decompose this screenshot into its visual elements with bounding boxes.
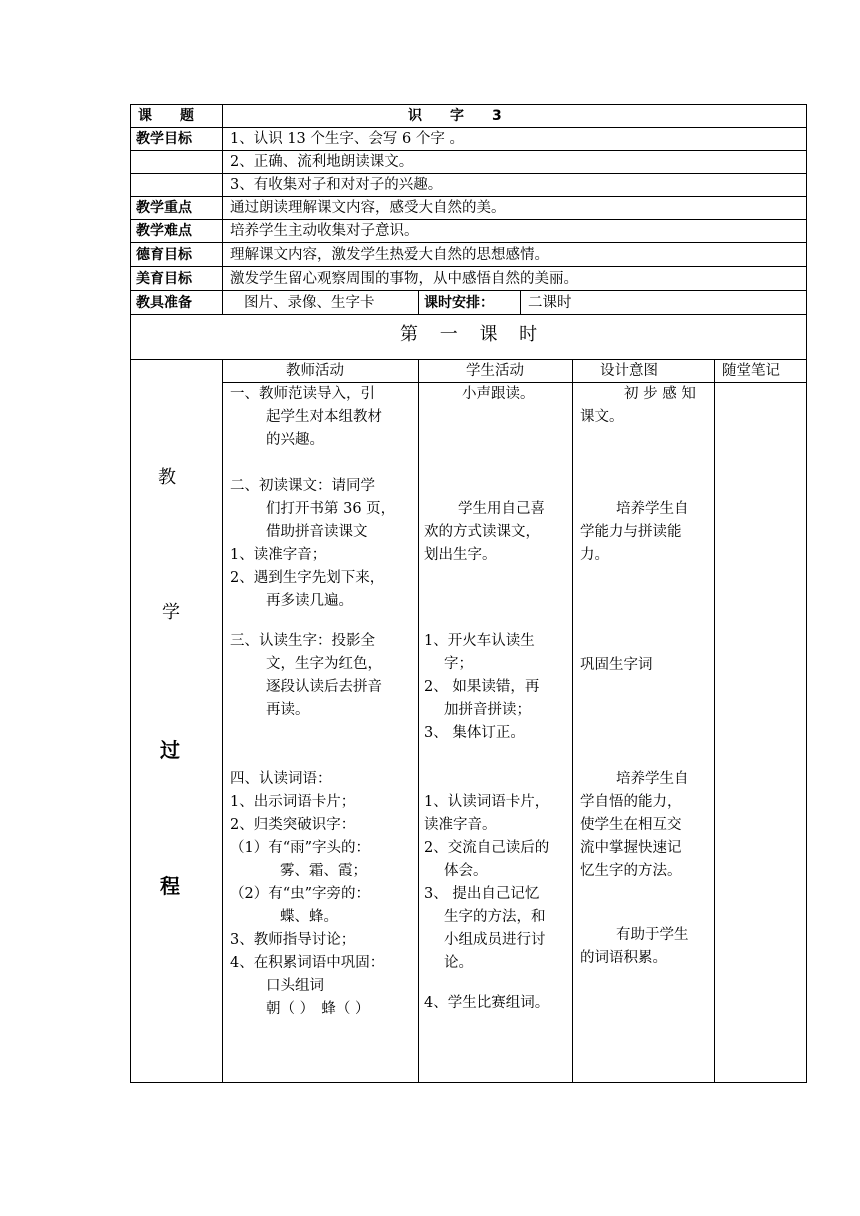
- student-activities: [424, 992, 549, 1015]
- rule: [130, 266, 807, 267]
- teacher-line: 逐段认读后去拼音: [266, 679, 382, 695]
- row-value: 理解课文内容，激发学生热爱大自然的思想感情。: [230, 247, 549, 263]
- rule: [130, 196, 807, 197]
- intent-line: 学自悟的能力，: [580, 794, 682, 810]
- student-line: 欢的方式读课文，: [424, 524, 540, 540]
- design-intent: [580, 924, 689, 970]
- teacher-activities: [230, 630, 382, 722]
- intent-line: 力。: [580, 547, 609, 563]
- teacher-line: 3、教师指导讨论；: [230, 932, 356, 948]
- student-line: 1、开火车认读生: [424, 633, 535, 649]
- rule: [806, 104, 807, 1083]
- rule: [130, 359, 807, 360]
- rule: [572, 359, 573, 1083]
- rule: [222, 359, 223, 1083]
- intent-line: 学能力与拼读能: [580, 524, 682, 540]
- section-title: 第 一 课 时: [400, 324, 546, 345]
- student-activities: [424, 791, 549, 975]
- intent-line: 培养学生自: [616, 501, 689, 517]
- rule: [130, 314, 807, 315]
- column-header: 学生活动: [466, 363, 524, 379]
- row-value: 通过朗读理解课文内容，感受大自然的美。: [230, 200, 506, 216]
- row-label: 教学重点: [136, 200, 192, 216]
- teacher-line: （2）有“虫”字旁的：: [230, 886, 371, 902]
- row-value: 1、认识 13 个生字、会写 6 个字 。: [230, 131, 464, 147]
- teacher-line: 四、认读词语：: [230, 771, 332, 787]
- student-line: 学生用自己喜: [458, 501, 545, 517]
- schedule-value: 二课时: [528, 295, 572, 311]
- student-line: 2、 如果读错，再: [424, 679, 540, 695]
- rule: [418, 290, 419, 314]
- row-value: 培养学生主动收集对子意识。: [230, 223, 419, 239]
- column-header: 随堂笔记: [722, 363, 780, 379]
- rule: [418, 359, 419, 1083]
- rule: [130, 290, 807, 291]
- teacher-line: 再多读几遍。: [266, 593, 353, 609]
- teacher-line: 1、出示词语卡片；: [230, 794, 356, 810]
- intent-line: 的词语积累。: [580, 950, 667, 966]
- student-activities: [462, 383, 535, 406]
- student-line: 小组成员进行讨: [444, 932, 546, 948]
- student-line: 2、交流自己读后的: [424, 840, 550, 856]
- student-line: 划出生字。: [424, 547, 497, 563]
- rule: [130, 1082, 807, 1083]
- row-label: 美育目标: [136, 271, 192, 287]
- student-line: 体会。: [444, 863, 488, 879]
- student-line: 3、 集体订正。: [424, 725, 525, 741]
- student-line: 小声跟读。: [462, 386, 535, 402]
- student-line: 论。: [444, 955, 473, 971]
- student-activities: [424, 498, 545, 567]
- student-line: 4、学生比赛组词。: [424, 995, 550, 1011]
- teacher-line: 一、教师范读导入，引: [230, 386, 375, 402]
- row-label: 教学难点: [136, 223, 192, 239]
- student-line: 生字的方法，和: [444, 909, 546, 925]
- student-activities: [424, 630, 539, 745]
- design-intent: [580, 383, 696, 429]
- rule: [130, 127, 807, 128]
- intent-line: 忆生字的方法。: [580, 863, 682, 879]
- intent-line: 使学生在相互交: [580, 817, 682, 833]
- teacher-activities: [230, 383, 382, 452]
- column-header: 教师活动: [286, 363, 344, 379]
- row-label: 德育目标: [136, 247, 192, 263]
- student-line: 1、认读词语卡片，: [424, 794, 550, 810]
- rule: [130, 104, 131, 1083]
- teacher-line: 借助拼音读课文: [266, 524, 368, 540]
- teacher-line: 蝶、蜂。: [280, 909, 338, 925]
- rule: [130, 242, 807, 243]
- tools-label: 教具准备: [136, 295, 192, 311]
- intent-line: 巩固生字词: [580, 657, 653, 673]
- topic-value: 识 字 3: [408, 108, 502, 124]
- teacher-line: 2、归类突破识字：: [230, 817, 356, 833]
- row-value: 2、正确、流利地朗读课文。: [230, 154, 414, 170]
- column-header: 设计意图: [600, 363, 658, 379]
- process-char: 学: [162, 602, 180, 623]
- rule: [520, 290, 521, 314]
- student-line: 字；: [444, 656, 473, 672]
- intent-line: 培养学生自: [616, 771, 689, 787]
- process-char: 程: [160, 874, 180, 898]
- process-char: 教: [158, 467, 176, 488]
- teacher-line: 4、在积累词语中巩固：: [230, 955, 385, 971]
- teacher-line: 们打开书第 36 页，: [266, 501, 396, 517]
- teacher-line: （1）有“雨”字头的：: [230, 840, 371, 856]
- teacher-activities: [230, 768, 384, 1021]
- student-line: 3、 提出自己记忆: [424, 886, 540, 902]
- teacher-line: 口头组词: [266, 978, 324, 994]
- teacher-line: 二、初读课文：请同学: [230, 478, 375, 494]
- teacher-line: 2、遇到生字先划下来，: [230, 570, 385, 586]
- topic-label: 课 题: [138, 108, 194, 124]
- teacher-line: 文，生字为红色，: [266, 656, 382, 672]
- student-line: 读准字音。: [424, 817, 497, 833]
- design-intent: [580, 654, 653, 677]
- rule: [714, 359, 715, 1083]
- schedule-label: 课时安排：: [424, 295, 494, 311]
- rule: [130, 150, 807, 151]
- intent-line: 有助于学生: [616, 927, 689, 943]
- teacher-line: 起学生对本组教材: [266, 409, 382, 425]
- teacher-line: 1、读准字音；: [230, 547, 327, 563]
- teacher-line: 朝（ ） 蜂（ ）: [266, 1001, 370, 1017]
- rule: [222, 104, 223, 314]
- intent-line: 课文。: [580, 409, 624, 425]
- student-line: 加拼音拼读；: [444, 702, 531, 718]
- teacher-line: 雾、霜、霞；: [280, 863, 367, 879]
- teacher-line: 三、认读生字：投影全: [230, 633, 375, 649]
- teacher-activities: [230, 475, 395, 613]
- teacher-line: 再读。: [266, 702, 310, 718]
- rule: [130, 104, 807, 105]
- intent-line: 流中掌握快速记: [580, 840, 682, 856]
- rule: [130, 219, 807, 220]
- process-char: 过: [160, 738, 180, 762]
- design-intent: [580, 498, 689, 567]
- tools-value: 图片、录像、生字卡: [244, 295, 375, 311]
- intent-line: 初 步 感 知: [624, 386, 696, 402]
- row-value: 3、有收集对子和对对子的兴趣。: [230, 177, 443, 193]
- teacher-line: 的兴趣。: [266, 432, 324, 448]
- rule: [130, 173, 807, 174]
- row-label: 教学目标: [136, 131, 192, 147]
- row-value: 激发学生留心观察周围的事物，从中感悟自然的美丽。: [230, 271, 578, 287]
- design-intent: [580, 768, 689, 883]
